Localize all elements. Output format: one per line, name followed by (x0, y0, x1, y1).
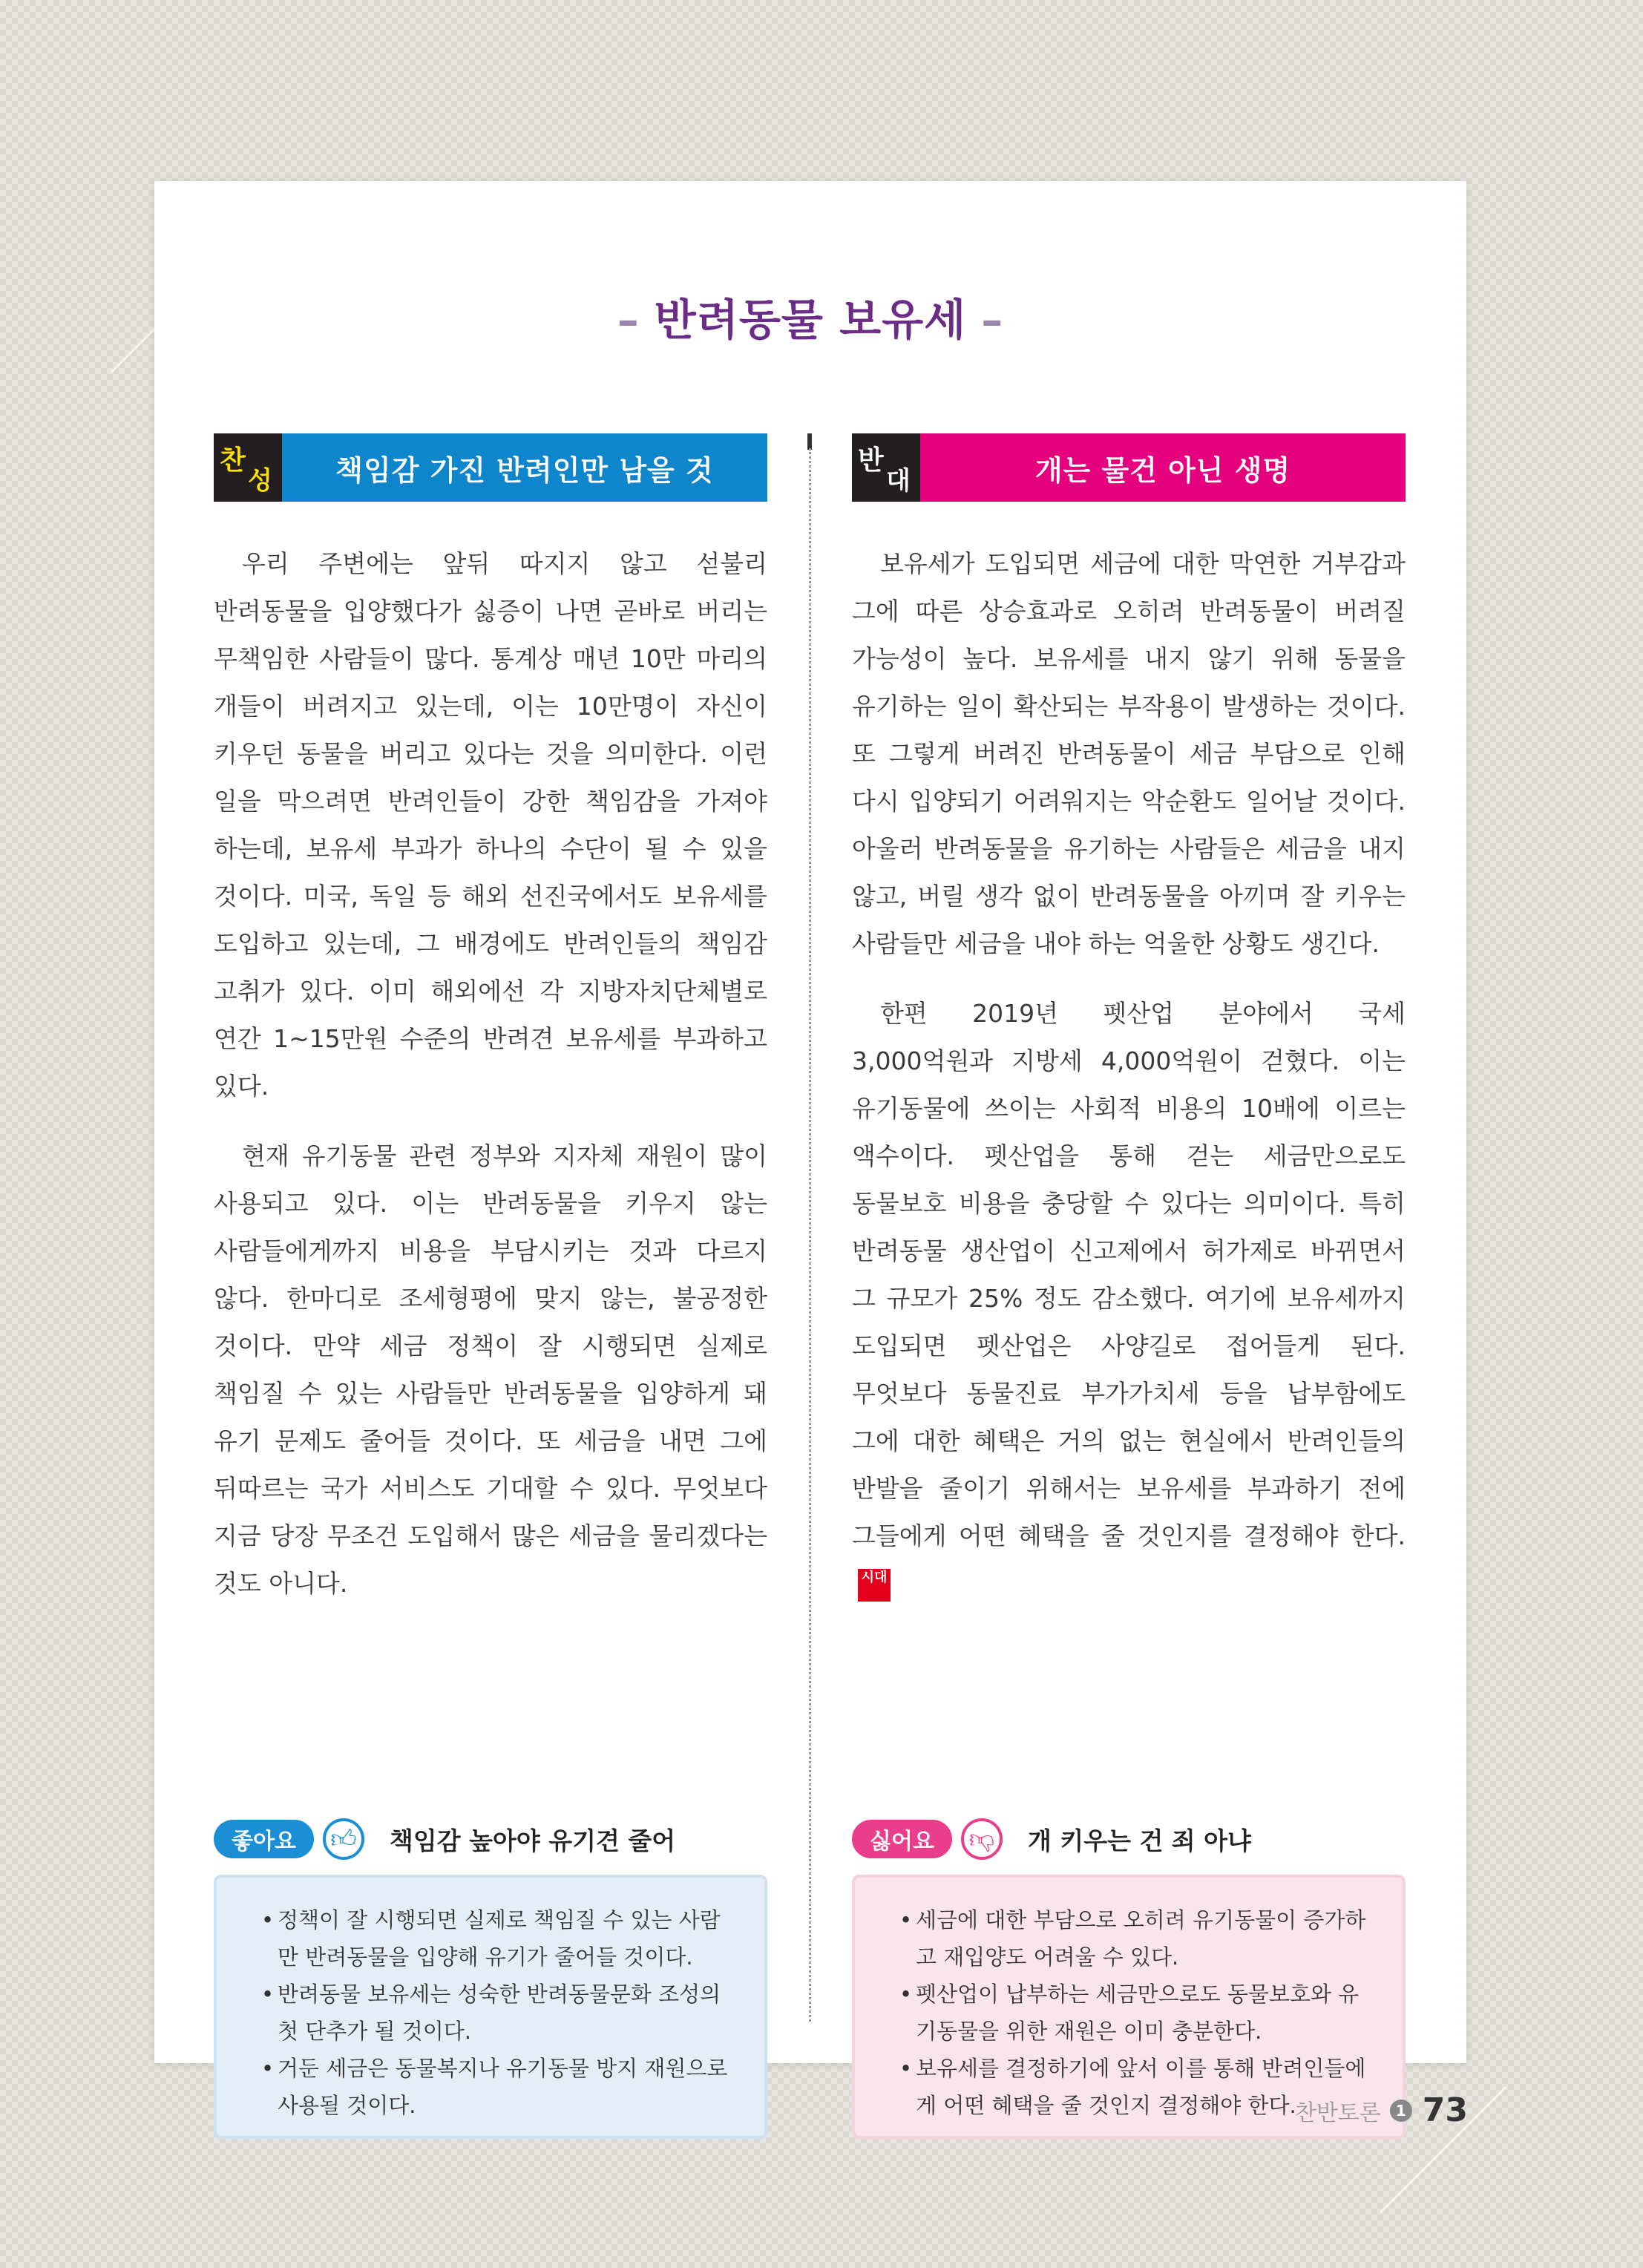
con-heading: 개는 물건 아닌 생명 (920, 433, 1406, 502)
divider-tick (807, 433, 812, 450)
like-pill-group (214, 1818, 364, 1860)
like-item-1: • 정책이 잘 시행되면 실제로 책임질 수 있는 사람만 반려동물을 입양해 유기가 줄어들 것이다. (261, 1901, 732, 1976)
like-box (214, 1817, 767, 2139)
con-paragraph-2 (852, 990, 1406, 1607)
like-item-3: • 거둔 세금은 동물복지나 유기동물 방지 재원으로 사용될 것이다. (261, 2050, 732, 2124)
pro-heading: 책임감 가진 반려인만 남을 것 (282, 433, 767, 502)
con-column (852, 433, 1406, 1607)
end-mark-logo: 시대 (858, 1569, 891, 1602)
con-badge-char-2: 대 (886, 466, 911, 496)
like-item-2: • 반려동물 보유세는 성숙한 반려동물문화 조성의 첫 단추가 될 것이다. (261, 1976, 732, 2050)
dislike-item-2: • 펫산업이 납부하는 세금만으로도 동물보호와 유기동물을 위한 재원은 이미 충분한다. (899, 1976, 1370, 2050)
like-box-header (214, 1817, 767, 1861)
title-dash-left: – (617, 295, 640, 345)
con-paragraph-2-text: 한편 2019년 펫산업 분야에서 국세 3,000억원과 지방세 4,000억원이 걷혔다. 이는 유기동물에 쓰이는 사회적 비용의 10배에 이르는 액수이다. 펫산업을 통해 걷는 세금만으로도 동물보호 비용을 충당할 수 있다는 의미이다. 특히 반려동물 생산업이 신고제에서 허가제로 바뀌면서 그 규모가 25% 정도 감소했다. 여기에 보유세까지 도입되면 펫산업은 사양길로 접어들게 된다. 무엇보다 동물진료 부가가치세 등을 납부함에도 그에 대한 혜택은 거의 없는 현실에서 반려인들의 반발을 줄이기 위해서는 보유세를 부과하기 전에 그들에게 어떤 혜택을 줄 것인지를 결정해야 한다. (852, 999, 1406, 1550)
title-dash-right: – (981, 295, 1004, 345)
dislike-box-title: 개 키우는 건 죄 아냐 (1027, 1826, 1251, 1855)
dislike-list (899, 1901, 1370, 2124)
con-badge (852, 433, 920, 502)
dislike-item-3: • 보유세를 결정하기에 앞서 이를 통해 반려인들에게 어떤 혜택을 줄 것인지 결정해야 한다. (899, 2050, 1370, 2124)
footer-circle-number: 1 (1390, 2100, 1412, 2122)
con-header (852, 433, 1406, 502)
dislike-pill-group (852, 1818, 1003, 1860)
con-badge-char-1: 반 (858, 445, 884, 476)
like-box-title: 책임감 높아야 유기견 줄어 (389, 1826, 676, 1855)
dislike-pill: 싫어요 (852, 1820, 952, 1858)
pro-column (214, 433, 767, 1607)
thumbs-down-icon: 👎︎ (961, 1818, 1003, 1860)
pro-header (214, 433, 767, 502)
footer-section-name: 찬반토론 (1294, 2100, 1381, 2126)
thumbs-up-icon: 👍︎ (323, 1818, 364, 1860)
page-title (154, 285, 1466, 347)
page-number: 73 (1422, 2091, 1468, 2129)
title-text: 반려동물 보유세 (654, 295, 967, 345)
dislike-box-header (852, 1817, 1406, 1861)
pro-badge-char-2: 성 (248, 466, 272, 496)
column-divider (809, 448, 811, 2022)
dislike-item-1: • 세금에 대한 부담으로 오히려 유기동물이 증가하고 재입양도 어려울 수 있다. (899, 1901, 1370, 1976)
like-pill: 좋아요 (214, 1820, 314, 1858)
pro-paragraph-1: 우리 주변에는 앞뒤 따지지 않고 섣불리 반려동물을 입양했다가 싫증이 나면 곧바로 버리는 무책임한 사람들이 많다. 통계상 매년 10만 마리의 개들이 버려지고 있는데, 이는 10만명이 자신이 키우던 동물을 버리고 있다는 것을 의미한다. 이런 일을 막으려면 반려인들이 강한 책임감을 가져야 하는데, 보유세 부과가 하나의 수단이 될 수 있을 것이다. 미국, 독일 등 해외 선진국에서도 보유세를 도입하고 있는데, 그 배경에도 반려인들의 책임감 고취가 있다. 이미 해외에선 각 지방자치단체별로 연간 1~15만원 수준의 반려견 보유세를 부과하고 있다. (214, 549, 767, 1101)
con-paragraph-1: 보유세가 도입되면 세금에 대한 막연한 거부감과 그에 따른 상승효과로 오히려 반려동물이 버려질 가능성이 높다. 보유세를 내지 않기 위해 동물을 유기하는 일이 확산되는 부작용이 발생하는 것이다. 또 그렇게 버려진 반려동물이 세금 부담으로 인해 다시 입양되기 어려워지는 악순환도 일어날 것이다. 아울러 반려동물을 유기하는 사람들은 세금을 내지 않고, 버릴 생각 없이 반려동물을 아끼며 잘 키우는 사람들만 세금을 내야 하는 억울한 상황도 생긴다. (852, 549, 1406, 958)
like-list (261, 1901, 732, 2124)
like-box-body (214, 1875, 767, 2139)
dislike-box (852, 1817, 1406, 2139)
pro-badge-char-1: 찬 (220, 445, 246, 476)
pro-paragraph-2: 현재 유기동물 관련 정부와 지자체 재원이 많이 사용되고 있다. 이는 반려동물을 키우지 않는 사람들에게까지 비용을 부담시키는 것과 다르지 않다. 한마디로 조세형평에 맞지 않는, 불공정한 것이다. 만약 세금 정책이 잘 시행되면 실제로 책임질 수 있는 사람들만 반려동물을 입양하게 돼 유기 문제도 줄어들 것이다. 또 세금을 내면 그에 뒤따르는 국가 서비스도 기대할 수 있다. 무엇보다 지금 당장 무조건 도입해서 많은 세금을 물리겠다는 것도 아니다. (214, 1141, 767, 1598)
pro-badge (214, 433, 282, 502)
page-footer (1295, 2091, 1468, 2129)
